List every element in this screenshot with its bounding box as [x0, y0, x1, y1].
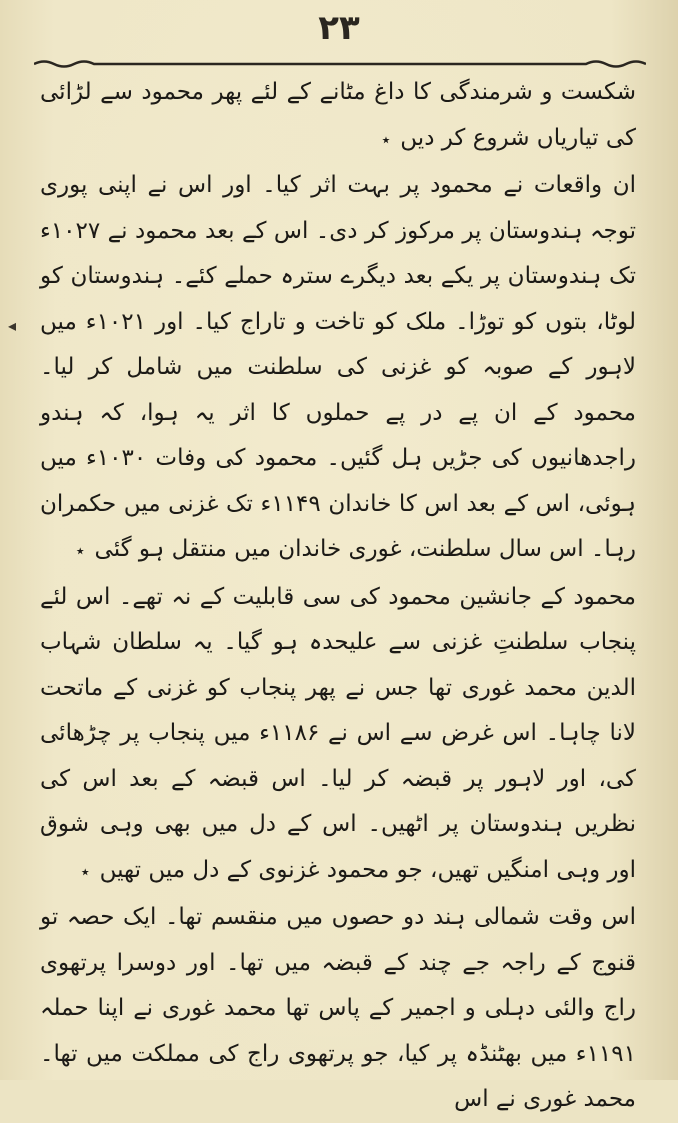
paragraph-3-text: محمود کے جانشین محمود کی سی قابلیت کے نہ تھے۔ اس لئے پنجاب سلطنتِ غزنی سے علیحدہ ہو گیا۔ یہ سلطان شہاب الدین محمد غوری تھا جس نے پھر پنجاب کو غزنی کے ماتحت لانا چاہا۔ اس غرض سے اس نے ۱۱۸۶ء میں پنجاب پر چڑھائی کی، اور لاہور پر قبضہ کر لیا۔ اس قبضہ کے بعد اس کی نظریں ہندوستان پر اٹھیں۔ اس کے دل میں بھی وہی شوق اور وہی امنگیں تھیں، جو محمود غزنوی کے دل میں تھیں	[40, 583, 636, 883]
paragraph-2	[40, 163, 636, 574]
paragraph-1	[40, 70, 636, 162]
page-number: ۲۳	[318, 8, 360, 48]
paragraph-end-mark: ٭	[381, 129, 391, 149]
paragraph-end-mark: ٭	[75, 541, 85, 560]
paragraph-2-text: ان واقعات نے محمود پر بہت اثر کیا۔ اور اس نے اپنی پوری توجہ ہندوستان پر مرکوز کر دی۔ اس کے بعد محمود نے ۱۰۲۷ء تک ہندوستان پر یکے بعد دیگرے سترہ حملے کئے۔ ہندوستان کو لوٹا، بتوں کو توڑا۔ ملک کو تاخت و تاراج کیا۔ اور ۱۰۲۱ء میں لاہور کے صوبہ کو غزنی کی سلطنت میں شامل کر لیا۔ محمود کے ان پے در پے حملوں کا اثر یہ ہوا، کہ ہندو راجدھانیوں کی جڑیں ہل گئیں۔ محمود کی وفات ۱۰۳۰ء میں ہوئی، اس کے بعد اس کا خاندان ۱۱۴۹ء تک غزنی میں حکمران رہا۔ اس سال سلطنت، غوری خاندان میں منتقل ہو گئی	[40, 172, 636, 562]
header-rule	[34, 57, 646, 71]
body-text	[40, 70, 636, 1123]
paragraph-end-mark: ٭	[80, 861, 90, 881]
paragraph-3	[40, 575, 636, 895]
paragraph-1-text: شکست و شرمندگی کا داغ مٹانے کے لئے پھر محمود سے لڑائی کی تیاریاں شروع کر دیں	[40, 79, 636, 151]
paragraph-4-text: اس وقت شمالی ہند دو حصوں میں منقسم تھا۔ ایک حصہ تو قنوج کے راجہ جے چند کے قبضہ میں تھا۔ اور دوسرا پرتھوی راج والئی دہلی و اجمیر کے پاس تھا محمد غوری نے اپنا حملہ ۱۱۹۱ء میں بھٹنڈہ پر کیا، جو پرتھوی راج کی مملکت میں تھا۔ محمد غوری نے اس	[40, 904, 636, 1112]
paragraph-4	[40, 895, 636, 1123]
margin-arrow-icon: ◂	[8, 316, 17, 335]
